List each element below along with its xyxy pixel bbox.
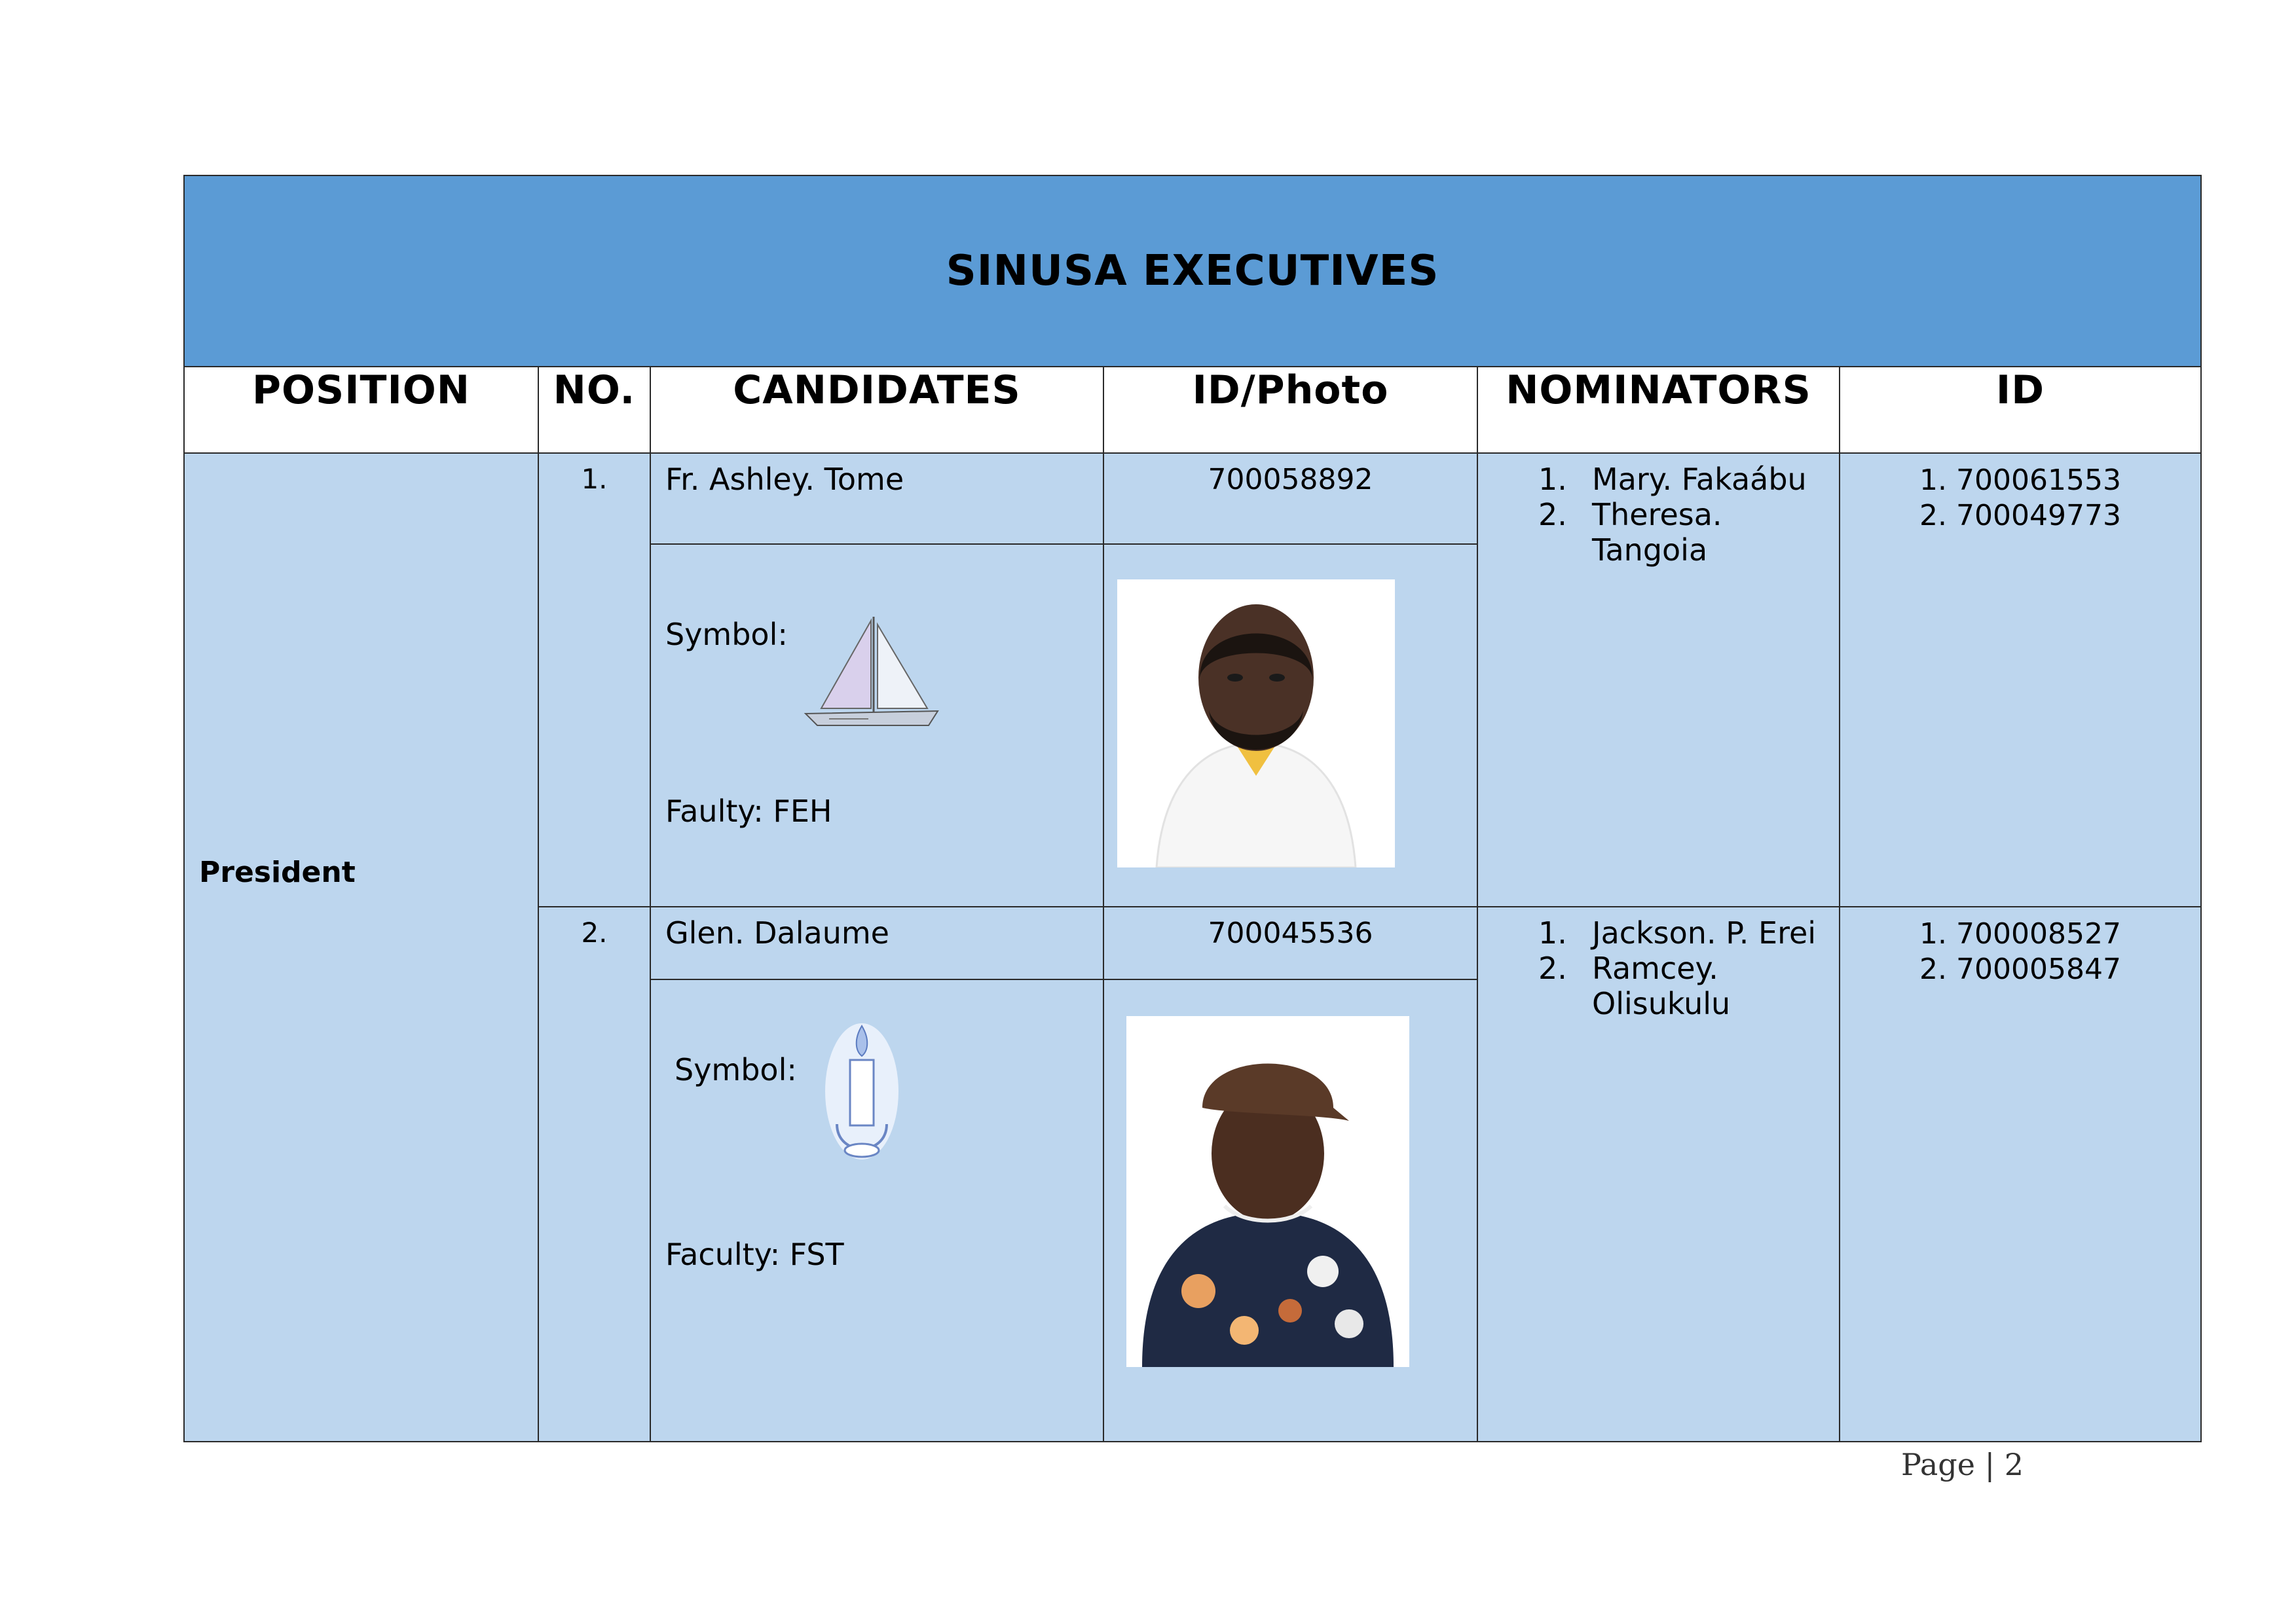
nominator-ids-cell: [1840, 907, 2201, 1442]
candidate-number: 1.: [538, 453, 650, 907]
header-position: POSITION: [184, 367, 538, 453]
candidate-number: 2.: [538, 907, 650, 1442]
nominator-item: 1. Mary. Fakaábu: [1538, 462, 1807, 497]
header-candidates: CANDIDATES: [650, 367, 1103, 453]
symbol-cell: [650, 544, 1103, 907]
nominator-id: 2. 700005847: [1919, 953, 2121, 986]
photo-cell: [1103, 544, 1477, 907]
nominator-id: 2. 700049773: [1919, 499, 2121, 532]
symbol-cell: [650, 979, 1103, 1442]
candidate-name: Fr. Ashley. Tome: [650, 453, 1103, 544]
faculty-label: Faculty: FST: [665, 1237, 844, 1272]
header-no: NO.: [538, 367, 650, 453]
header-id-photo: ID/Photo: [1103, 367, 1477, 453]
nominator-item: 2. Theresa. Tangoia: [1538, 497, 1722, 568]
candidate-id: 700045536: [1103, 907, 1477, 979]
symbol-label: Symbol:: [665, 617, 788, 652]
table-title: SINUSA EXECUTIVES: [184, 175, 2201, 367]
candidate-id: 700058892: [1103, 453, 1477, 544]
page-number: Page | 2: [1901, 1447, 2024, 1482]
nominators-cell: [1477, 907, 1840, 1442]
sailboat-icon: [803, 610, 940, 728]
header-nominators: NOMINATORS: [1477, 367, 1840, 453]
nominator-ids-cell: [1840, 453, 2201, 907]
candidate-photo: [1117, 579, 1395, 867]
header-id: ID: [1840, 367, 2201, 453]
nominator-item: 2. Ramcey. Olisukulu: [1538, 951, 1731, 1021]
executives-table: [183, 175, 2202, 1442]
nominator-item: 1. Jackson. P. Erei: [1538, 915, 1817, 951]
nominators-cell: [1477, 453, 1840, 907]
candidate-photo: [1126, 1016, 1409, 1367]
photo-cell: [1103, 979, 1477, 1442]
nominator-id: 1. 700061553: [1919, 464, 2121, 497]
nominator-id: 1. 700008527: [1919, 917, 2121, 951]
faculty-label: Faulty: FEH: [665, 793, 832, 829]
candidate-name: Glen. Dalaume: [650, 907, 1103, 979]
candle-icon: [823, 1019, 901, 1163]
position-cell: President: [184, 453, 538, 1442]
symbol-label: Symbol:: [675, 1052, 797, 1087]
